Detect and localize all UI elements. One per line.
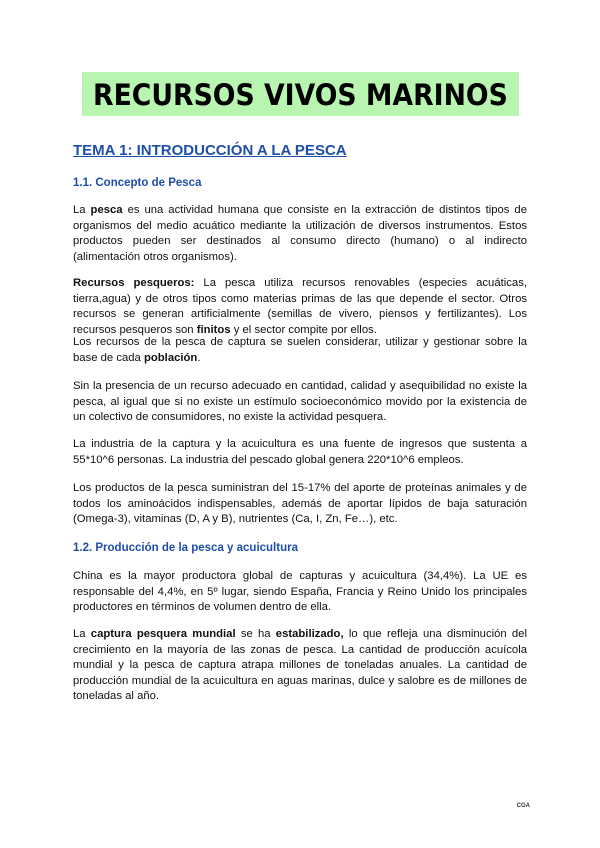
paragraph-produccion-china bbox=[73, 569, 527, 616]
text-run: Los recursos de la pesca de captura se suelen considerar, utilizar y gestionar sobre la base de cada bbox=[73, 336, 527, 364]
section-heading-1-1: 1.1. Concepto de Pesca bbox=[73, 177, 202, 189]
bold-term: estabilizado, bbox=[275, 628, 344, 640]
text-run: . bbox=[197, 351, 201, 364]
bold-term: población bbox=[143, 351, 198, 364]
text-run: La industria de la captura y la acuicultura es una fuente de ingresos que sustenta a 55*10^6 personas. La industria del pescado global genera 220*10^6 empleos. bbox=[73, 438, 527, 466]
text-run: La pesca utiliza recursos renovables (especies acuáticas, tierra,agua) y de otros tipos como materias primas de las que depende el sector. Otros recursos se generan artificialmente (semillas de vivero, piensos y fertilizantes). Los recursos pesqueros son bbox=[73, 277, 527, 336]
paragraph-poblacion bbox=[73, 335, 527, 366]
text-run: es una actividad humana que consiste en la extracción de distintos tipos de organismos del medio acuático mediante la utilización de diversos instrumentos. Estos productos pueden ser destinados al consumo directo (humano) o al indirecto (alimentación otros organismos). bbox=[73, 204, 527, 263]
paragraph-presencia-recurso bbox=[73, 379, 527, 426]
topic-heading: TEMA 1: INTRODUCCIÓN A LA PESCA bbox=[73, 142, 347, 159]
paragraph-concepto-pesca bbox=[73, 203, 527, 265]
text-run: y el sector compite por ellos. bbox=[230, 323, 377, 336]
bold-term: finitos bbox=[196, 323, 231, 336]
bold-term: pesca bbox=[90, 204, 123, 216]
section-heading-1-2: 1.2. Producción de la pesca y acuicultura bbox=[73, 542, 298, 554]
text-run: China es la mayor productora global de capturas y acuicultura (34,4%). La UE es responsable del 4,4%, en 5º lugar, siendo España, Francia y Reino Unido los principales productores en términos de volumen dentro de ella. bbox=[73, 570, 527, 613]
paragraph-recursos-pesqueros bbox=[73, 276, 527, 338]
paragraph-captura-mundial bbox=[73, 627, 527, 705]
text-run: Sin la presencia de un recurso adecuado en cantidad, calidad y asequibilidad no existe la pesca, al igual que si no existe un estímulo socioeconómico movido por la existencia de un colectivo de consumidores, no existe la actividad pesquera. bbox=[73, 380, 527, 423]
paragraph-industria-captura bbox=[73, 437, 527, 468]
bold-term: Recursos pesqueros: bbox=[73, 277, 195, 289]
footer-initials: CGA bbox=[516, 803, 530, 809]
text-run: lo que refleja una disminución del crecimiento en la mayoría de las zonas de pesca. La cantidad de producción acuícola mundial y la pesca de captura atrapa millones de toneladas anuales. La cantidad de producción mundial de la acuicultura en aguas marinas, dulce y salobre es de millones de toneladas al año. bbox=[73, 628, 527, 702]
document-title: RECURSOS VIVOS MARINOS bbox=[82, 72, 519, 116]
bold-term: captura pesquera mundial bbox=[90, 628, 236, 640]
text-run: La bbox=[73, 204, 91, 216]
text-run: Los productos de la pesca suministran del 15-17% del aporte de proteínas animales y de todos los aminoácidos indispensables, además de aportar lípidos de baja saturación (Omega-3), vitaminas (D, A y B), nutrientes (Ca, I, Zn, Fe…), etc. bbox=[73, 482, 527, 525]
text-run: La bbox=[73, 628, 91, 640]
text-run: se ha bbox=[235, 628, 276, 640]
title-container bbox=[0, 72, 600, 116]
paragraph-productos-pesca bbox=[73, 481, 527, 528]
